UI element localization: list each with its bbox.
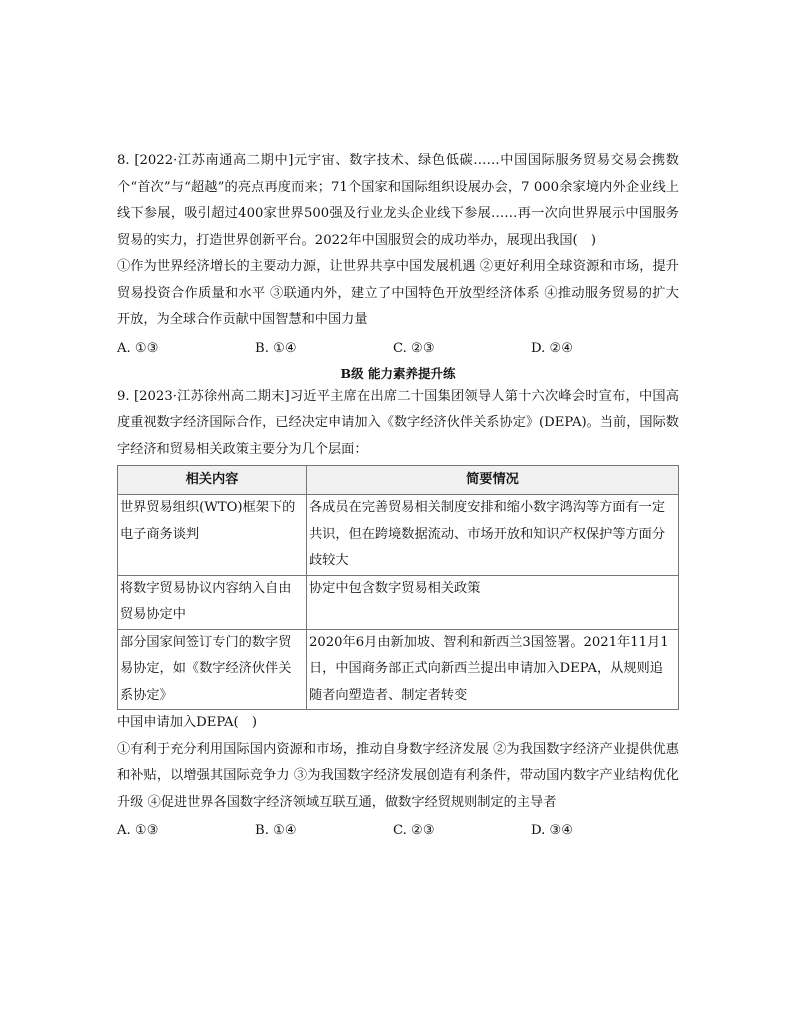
policy-table (117, 465, 679, 710)
table-row (118, 629, 679, 710)
q8-options (117, 336, 679, 362)
q8-option-b[interactable]: B. ①④ (255, 340, 297, 356)
question-9 (117, 384, 679, 845)
table-header-row (118, 466, 679, 495)
q9-option-c[interactable]: C. ②③ (393, 823, 435, 838)
question-8 (117, 148, 679, 362)
table-cell: 将数字贸易协议内容纳入自由贸易协定中 (118, 575, 307, 629)
q9-option-d[interactable]: D. ③④ (531, 823, 574, 838)
worksheet-page (117, 148, 679, 844)
table-row (118, 495, 679, 576)
table-header-summary: 简要情况 (307, 466, 679, 495)
q8-stem: 8. [2022·江苏南通高二期中]元宇宙、数字技术、绿色低碳……中国国际服务贸易交易会携数个“首次”与“超越”的亮点再度而来；71个国家和国际组织设展办会，7 000余家境内外企业线上线下参展，吸引超过400家世界500强及行业龙头企业线下参展……再一次向世界展示中国服务贸易的实力，打造世界创新平台。2022年中国服贸会的成功举办，展现出我国( ) (117, 153, 679, 248)
q9-option-a[interactable]: A. ①③ (117, 823, 159, 838)
q8-option-a[interactable]: A. ①③ (117, 340, 159, 356)
q8-statements: ①作为世界经济增长的主要动力源，让世界共享中国发展机遇 ②更好利用全球资源和市场，提升贸易投资合作质量和水平 ③联通内外，建立了中国特色开放型经济体系 ④推动服务贸易的扩大开放，为全球合作贡献中国智慧和中国力量 (117, 259, 679, 327)
q9-statements: ①有利于充分利用国际国内资源和市场，推动自身数字经济发展 ②为我国数字经济产业提供优惠和补贴，以增强其国际竞争力 ③为我国数字经济发展创造有利条件，带动国内数字产业结构优化升级 ④促进世界各国数字经济领域互联互通，做数字经贸规则制定的主导者 (117, 741, 679, 810)
table-cell: 部分国家间签订专门的数字贸易协定，如《数字经济伙伴关系协定》 (118, 629, 307, 710)
table-cell: 各成员在完善贸易相关制度安排和缩小数字鸿沟等方面有一定共识，但在跨境数据流动、市场开放和知识产权保护等方面分歧较大 (307, 495, 679, 576)
q9-option-b[interactable]: B. ①④ (255, 823, 297, 838)
q9-question: 中国申请加入DEPA( ) (117, 715, 257, 730)
q8-option-c[interactable]: C. ②③ (393, 340, 435, 356)
q8-option-d[interactable]: D. ②④ (531, 340, 574, 356)
table-row (118, 575, 679, 629)
q9-options (117, 818, 679, 844)
table-cell: 协定中包含数字贸易相关政策 (307, 575, 679, 629)
table-cell: 2020年6月由新加坡、智利和新西兰3国签署。2021年11月1日，中国商务部正式向新西兰提出申请加入DEPA，从规则追随者向塑造者、制定者转变 (307, 629, 679, 710)
table-cell: 世界贸易组织(WTO)框架下的电子商务谈判 (118, 495, 307, 576)
section-title: B级 能力素养提升练 (340, 365, 456, 381)
table-header-content: 相关内容 (118, 466, 307, 495)
q9-stem: 9. [2023·江苏徐州高二期末]习近平主席在出席二十国集团领导人第十六次峰会时宣布，中国高度重视数字经济国际合作，已经决定申请加入《数字经济伙伴关系协定》(DEPA)。当前，国际数字经济和贸易相关政策主要分为几个层面： (117, 388, 679, 457)
